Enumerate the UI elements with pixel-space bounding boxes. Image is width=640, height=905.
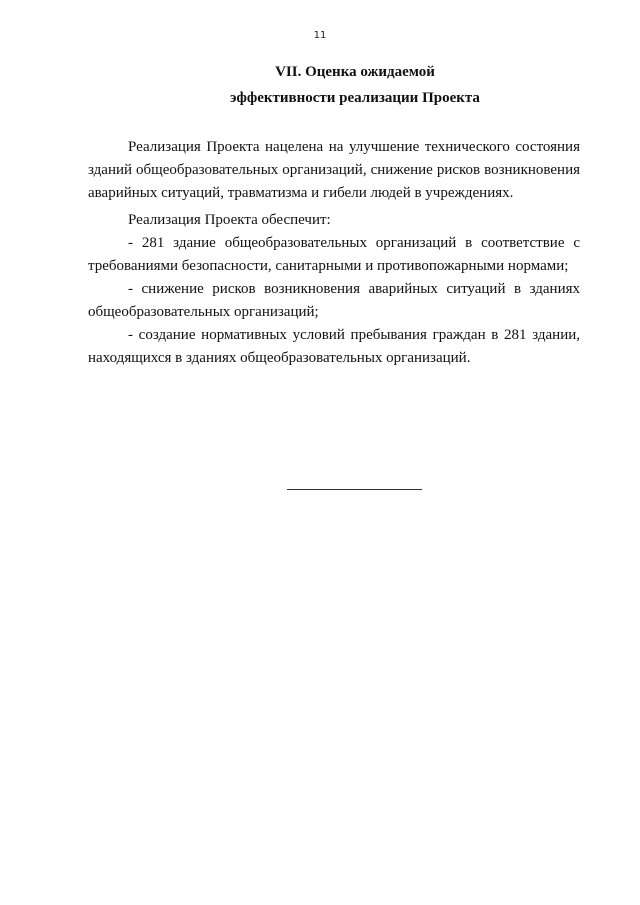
closing-separator-line [287, 489, 422, 490]
list-item: - создание нормативных условий пребывания граждан в 281 здании, находящихся в зданиях общеобразовательных организаций. [88, 327, 580, 366]
list-item: - снижение рисков возникновения аварийных ситуаций в зданиях общеобразовательных организаций; [88, 281, 580, 320]
provides-label: Реализация Проекта обеспечит: [128, 212, 331, 228]
list-item: - 281 здание общеобразовательных организаций в соответствие с требованиями безопасности, санитарными и противопожарными нормами; [88, 235, 580, 274]
section-heading-line-2: эффективности реализации Проекта [230, 90, 480, 106]
page-number: 11 [313, 30, 327, 41]
intro-paragraph: Реализация Проекта нацелена на улучшение технического состояния зданий общеобразовательных организаций, снижение рисков возникновения аварийных ситуаций, травматизма и гибели людей в учреждениях. [88, 139, 580, 201]
section-body [88, 136, 580, 370]
section-heading [88, 59, 622, 111]
section-heading-line-1: VII. Оценка ожидаемой [275, 64, 435, 80]
